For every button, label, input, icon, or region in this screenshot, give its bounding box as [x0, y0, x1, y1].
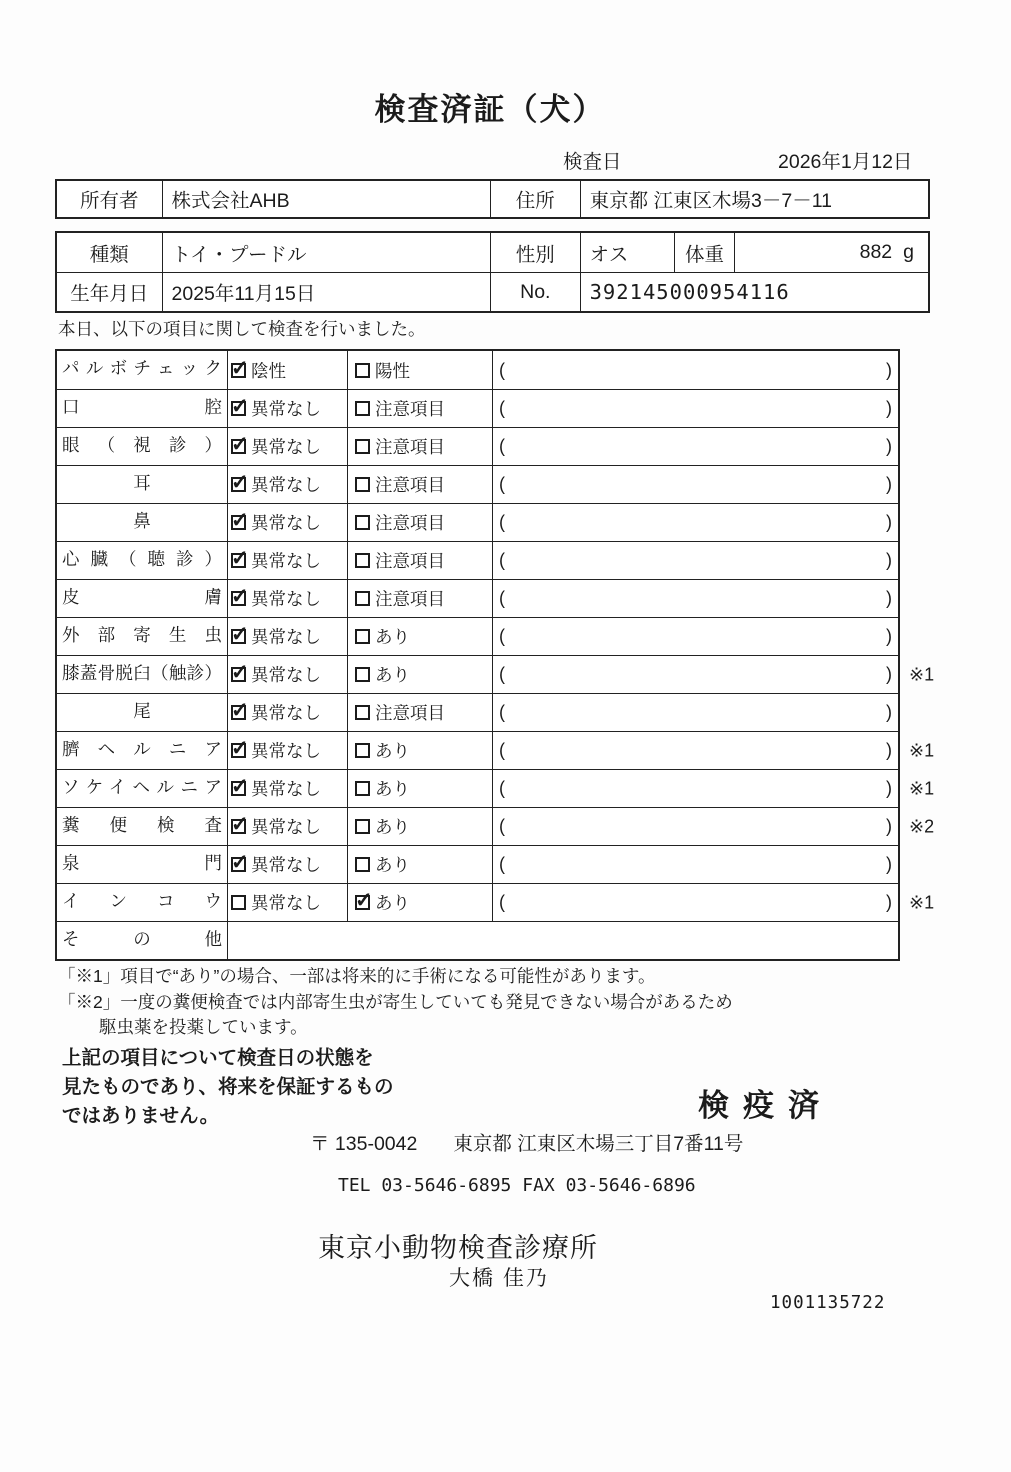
- option-primary-label: 異常なし: [251, 513, 321, 533]
- checkbox-unchecked-icon: [355, 439, 370, 454]
- checkbox-checked-icon: [231, 477, 246, 492]
- item-label: 糞便検査: [62, 815, 222, 835]
- option-secondary-label: 注意項目: [375, 399, 445, 419]
- checklist-row: [57, 465, 898, 503]
- option-secondary-label: あり: [375, 627, 410, 647]
- option-primary-label: 異常なし: [251, 437, 321, 457]
- address-value: 東京都 江東区木場3－7－11: [580, 181, 928, 217]
- checklist-row: [57, 503, 898, 541]
- remarks-cell: [492, 808, 898, 845]
- checklist-row: [57, 655, 935, 693]
- item-label: 鼻: [133, 511, 151, 531]
- option-secondary-label: あり: [375, 665, 410, 685]
- remarks-cell: [492, 846, 898, 883]
- clinic-postal-line: [310, 1128, 743, 1156]
- option-primary: [227, 351, 347, 389]
- option-primary-label: 陰性: [251, 360, 286, 381]
- option-secondary: [347, 466, 492, 503]
- option-primary: [227, 732, 347, 769]
- paren-close: ): [886, 740, 892, 760]
- option-primary: [227, 466, 347, 503]
- option-primary-label: 異常なし: [251, 399, 321, 419]
- option-secondary: [347, 428, 492, 465]
- option-primary-label: 異常なし: [251, 475, 321, 495]
- address-label: 住所: [490, 181, 580, 217]
- remarks-cell: [492, 580, 898, 617]
- disclaimer-line-1: 上記の項目について検査日の状態を: [62, 1047, 374, 1069]
- paren-close: ): [886, 474, 892, 494]
- checklist-row: [57, 351, 898, 389]
- paren-close: ): [886, 816, 892, 836]
- option-primary-label: 異常なし: [251, 589, 321, 609]
- breed-value: トイ・プードル: [162, 233, 490, 272]
- option-primary-label: 異常なし: [251, 779, 321, 799]
- checkbox-unchecked-icon: [355, 515, 370, 530]
- checkbox-checked-icon: [231, 363, 246, 378]
- checkbox-checked-icon: [231, 819, 246, 834]
- paren-open: (: [499, 778, 505, 798]
- checkbox-checked-icon: [231, 781, 246, 796]
- inspection-date-value: 2026年1月12日: [778, 151, 913, 173]
- option-secondary: [347, 694, 492, 731]
- paren-close: ): [886, 778, 892, 798]
- paren-open: (: [499, 474, 505, 494]
- remarks-cell: [492, 504, 898, 541]
- quarantine-passed-stamp: 検疫済: [698, 1088, 833, 1123]
- checkbox-unchecked-icon: [355, 743, 370, 758]
- item-label: 尾: [133, 701, 151, 721]
- disclaimer-line-2: 見たものであり、将来を保証するもの: [62, 1076, 394, 1098]
- footnote-mark: ※2: [909, 816, 935, 836]
- option-primary-label: 異常なし: [251, 665, 321, 685]
- paren-open: (: [499, 359, 505, 380]
- checkbox-checked-icon: [231, 591, 246, 606]
- option-primary: [227, 542, 347, 579]
- checkbox-unchecked-icon: [355, 781, 370, 796]
- option-secondary: [347, 390, 492, 427]
- footnote-2: 「※2」一度の糞便検査では内部寄生虫が寄生していても発見できない場合があるため: [58, 992, 733, 1012]
- paren-open: (: [499, 702, 505, 722]
- checklist-row: [57, 731, 935, 769]
- pet-table-row-2: [57, 272, 928, 311]
- checklist-table: [55, 349, 935, 961]
- checklist-row: [57, 845, 898, 883]
- paren-close: ): [886, 359, 892, 380]
- paren-open: (: [499, 436, 505, 456]
- paren-close: ): [886, 626, 892, 646]
- checkbox-unchecked-icon: [355, 401, 370, 416]
- inspection-date-label: 検査日: [563, 151, 622, 173]
- checkbox-unchecked-icon: [355, 667, 370, 682]
- option-primary: [227, 580, 347, 617]
- disclaimer-line-3: ではありません。: [62, 1105, 220, 1127]
- checklist-row: [57, 807, 935, 845]
- checkbox-unchecked-icon: [231, 895, 246, 910]
- checkbox-checked-icon: [231, 743, 246, 758]
- remarks-cell: [492, 618, 898, 655]
- option-primary-label: 異常なし: [251, 893, 321, 913]
- checkbox-checked-icon: [231, 705, 246, 720]
- checkbox-unchecked-icon: [355, 705, 370, 720]
- item-label: 心臓（聴診）: [62, 549, 222, 569]
- option-primary: [227, 694, 347, 731]
- item-label: 臍ヘルニア: [62, 739, 222, 759]
- weight-cell: [734, 233, 928, 272]
- owner-table: [55, 179, 930, 219]
- paren-open: (: [499, 626, 505, 646]
- option-primary-label: 異常なし: [251, 551, 321, 571]
- option-secondary-label: あり: [375, 893, 410, 913]
- footnote-mark: ※1: [909, 892, 935, 912]
- option-primary-label: 異常なし: [251, 855, 321, 875]
- option-secondary-label: 注意項目: [375, 551, 445, 571]
- paren-close: ): [886, 588, 892, 608]
- option-secondary: [347, 732, 492, 769]
- option-secondary: [347, 808, 492, 845]
- option-secondary-label: 注意項目: [375, 437, 445, 457]
- weight-value: 882: [859, 241, 893, 263]
- checkbox-unchecked-icon: [355, 629, 370, 644]
- option-secondary-label: あり: [375, 817, 410, 837]
- option-secondary: [347, 580, 492, 617]
- remarks-cell: [492, 351, 898, 389]
- option-primary: [227, 390, 347, 427]
- option-primary-label: 異常なし: [251, 627, 321, 647]
- checklist-row: [57, 541, 898, 579]
- remarks-cell: [492, 732, 898, 769]
- paren-close: ): [886, 854, 892, 874]
- checkbox-checked-icon: [231, 401, 246, 416]
- paren-open: (: [499, 512, 505, 532]
- option-secondary-label: 注意項目: [375, 589, 445, 609]
- weight-label: 体重: [674, 233, 734, 272]
- footnote-mark: ※1: [909, 740, 935, 760]
- item-label: 泉門: [62, 853, 222, 873]
- checkbox-checked-icon: [355, 895, 370, 910]
- checklist-row: [57, 617, 898, 655]
- disclaimer: [62, 1044, 394, 1131]
- checkbox-checked-icon: [231, 553, 246, 568]
- paren-close: ): [886, 702, 892, 722]
- birthdate-label: 生年月日: [70, 283, 149, 305]
- checklist-row: [57, 693, 898, 731]
- option-primary: [227, 884, 347, 921]
- remarks-cell: [492, 770, 898, 807]
- intro-text: 本日、以下の項目に関して検査を行いました。: [58, 319, 426, 339]
- paren-close: ): [886, 436, 892, 456]
- checkbox-checked-icon: [231, 857, 246, 872]
- remarks-cell: [492, 428, 898, 465]
- checklist-row: [57, 921, 898, 959]
- owner-value: 株式会社AHB: [162, 181, 491, 217]
- paren-open: (: [499, 740, 505, 760]
- option-primary: [227, 618, 347, 655]
- paren-close: ): [886, 512, 892, 532]
- checkbox-checked-icon: [231, 439, 246, 454]
- option-secondary-label: 注意項目: [375, 513, 445, 533]
- checkbox-unchecked-icon: [355, 857, 370, 872]
- item-label: 眼（視診）: [62, 435, 222, 455]
- option-primary: [227, 428, 347, 465]
- item-label: 口腔: [62, 397, 222, 417]
- remarks-cell: [492, 390, 898, 427]
- option-secondary-label: あり: [375, 741, 410, 761]
- item-label: 外部寄生虫: [62, 625, 222, 645]
- item-label: 耳: [133, 473, 151, 493]
- paren-open: (: [499, 550, 505, 570]
- pet-table: [55, 231, 930, 313]
- remarks-cell: [492, 884, 898, 921]
- option-secondary: [347, 504, 492, 541]
- option-secondary: [347, 618, 492, 655]
- paren-close: ): [886, 550, 892, 570]
- option-secondary: [347, 884, 492, 921]
- checkbox-unchecked-icon: [355, 477, 370, 492]
- footnote-mark: ※1: [909, 664, 935, 684]
- clinic-name: 東京小動物検査診療所: [318, 1233, 598, 1263]
- option-primary: [227, 656, 347, 693]
- item-label: パルボチェック: [62, 358, 222, 378]
- checkbox-unchecked-icon: [355, 553, 370, 568]
- option-secondary: [347, 351, 492, 389]
- option-primary-label: 異常なし: [251, 741, 321, 761]
- footnote-2-continued: 駆虫薬を投薬しています。: [99, 1017, 308, 1037]
- paren-close: ): [886, 398, 892, 418]
- serial-number: 1001135722: [770, 1293, 886, 1313]
- birthdate-value: 2025年11月15日: [162, 273, 491, 311]
- paren-open: (: [499, 588, 505, 608]
- paren-close: ): [886, 664, 892, 684]
- clinic-tel-fax: TEL 03-5646-6895 FAX 03-5646-6896: [338, 1175, 696, 1196]
- option-secondary: [347, 542, 492, 579]
- checklist-row: [57, 883, 935, 921]
- option-secondary-label: 注意項目: [375, 703, 445, 723]
- remarks-cell: [492, 694, 898, 731]
- paren-open: (: [499, 854, 505, 874]
- paren-open: (: [499, 816, 505, 836]
- option-primary-label: 異常なし: [251, 703, 321, 723]
- checkbox-unchecked-icon: [355, 363, 370, 378]
- option-secondary: [347, 656, 492, 693]
- checklist-row: [57, 389, 898, 427]
- option-secondary-label: 陽性: [375, 360, 410, 381]
- remarks-cell: [492, 466, 898, 503]
- owner-label: 所有者: [80, 190, 139, 212]
- option-secondary: [347, 846, 492, 883]
- item-label: 皮膚: [62, 587, 222, 607]
- option-secondary-label: あり: [375, 855, 410, 875]
- sex-label: 性別: [490, 233, 580, 272]
- pet-table-row-1: [57, 233, 928, 272]
- checkbox-checked-icon: [231, 629, 246, 644]
- option-primary: [227, 808, 347, 845]
- paren-open: (: [499, 664, 505, 684]
- checklist-row: [57, 427, 898, 465]
- footnote-1: 「※1」項目で“あり”の場合、一部は将来的に手術になる可能性があります。: [58, 966, 656, 986]
- remarks-cell: [492, 656, 898, 693]
- option-primary: [227, 846, 347, 883]
- weight-unit: g: [903, 241, 914, 263]
- paren-open: (: [499, 398, 505, 418]
- doctor-name: 大橋 佳乃: [449, 1267, 549, 1290]
- checklist-row: [57, 579, 898, 617]
- checkbox-unchecked-icon: [355, 591, 370, 606]
- checklist-row: [57, 769, 935, 807]
- clinic-postal-code: 〒 135-0042: [310, 1133, 418, 1155]
- clinic-address: 東京都 江東区木場三丁目7番11号: [453, 1133, 744, 1155]
- item-label: 膝蓋骨脱臼（触診）: [62, 663, 222, 683]
- page-title: 検査済証（犬）: [374, 92, 606, 127]
- certificate-no-label: No.: [490, 273, 580, 311]
- option-secondary-label: あり: [375, 779, 410, 799]
- option-primary: [227, 770, 347, 807]
- paren-close: ): [886, 892, 892, 912]
- checkbox-unchecked-icon: [355, 819, 370, 834]
- empty-cell: [227, 922, 898, 959]
- item-label: ソケイヘルニア: [62, 777, 222, 797]
- paren-open: (: [499, 892, 505, 912]
- sex-value: オス: [580, 233, 675, 272]
- option-secondary-label: 注意項目: [375, 475, 445, 495]
- option-primary-label: 異常なし: [251, 817, 321, 837]
- item-label: インコウ: [62, 891, 222, 911]
- item-label: その他: [62, 929, 222, 949]
- breed-label: 種類: [89, 243, 129, 266]
- option-primary: [227, 504, 347, 541]
- option-secondary: [347, 770, 492, 807]
- remarks-cell: [492, 542, 898, 579]
- footnote-mark: ※1: [909, 778, 935, 798]
- checkbox-checked-icon: [231, 667, 246, 682]
- checkbox-checked-icon: [231, 515, 246, 530]
- certificate-no-value: 392145000954116: [580, 273, 928, 311]
